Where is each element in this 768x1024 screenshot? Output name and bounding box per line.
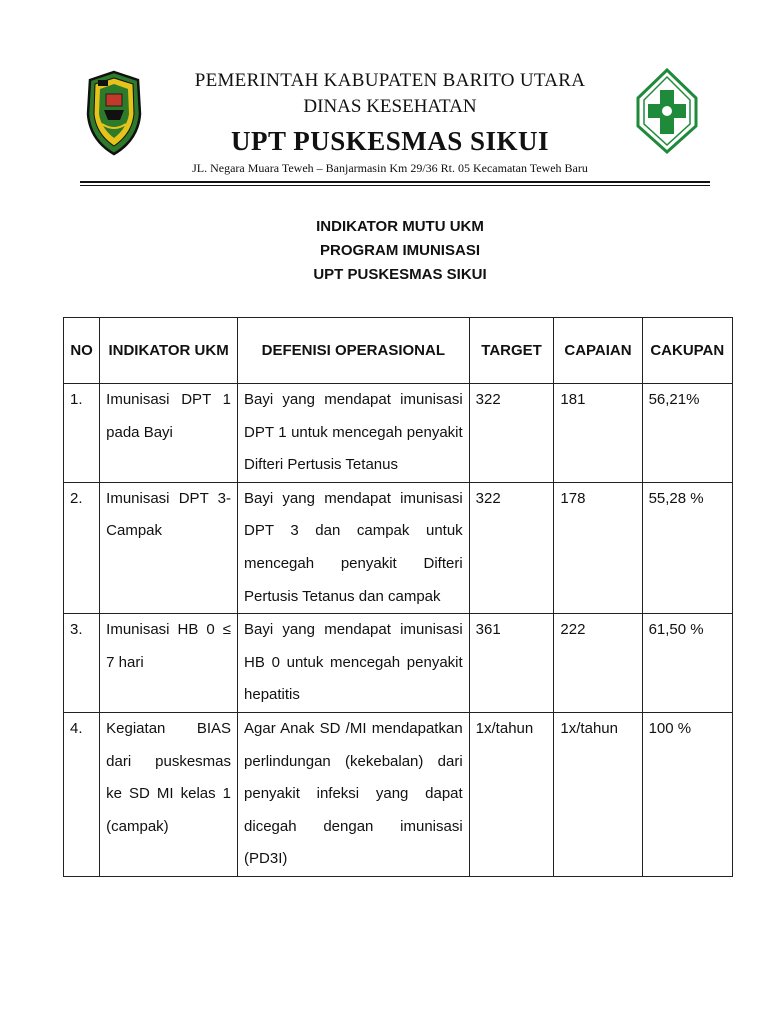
- cell-target: 322: [469, 482, 554, 613]
- cell-capaian: 222: [554, 614, 642, 713]
- table-row: [64, 712, 733, 876]
- cell-cakupan: 61,50 %: [642, 614, 732, 713]
- indicator-table: [63, 317, 733, 877]
- letterhead-divider-thin: [80, 185, 710, 186]
- table-row: [64, 482, 733, 613]
- table-row: [64, 384, 733, 483]
- cell-target: 322: [469, 384, 554, 483]
- cell-definisi: Bayi yang mendapat imunisasi DPT 1 untuk mencegah penyakit Difteri Pertusis Tetanus: [238, 384, 470, 483]
- header-definisi: DEFENISI OPERASIONAL: [238, 318, 470, 384]
- cell-cakupan: 55,28 %: [642, 482, 732, 613]
- cell-no: 2.: [64, 482, 100, 613]
- cell-capaian: 178: [554, 482, 642, 613]
- cell-indikator: Imunisasi HB 0 ≤ 7 hari: [100, 614, 238, 713]
- cell-target: 361: [469, 614, 554, 713]
- document-subtitle-program: PROGRAM IMUNISASI: [319, 242, 480, 259]
- header-indikator: INDIKATOR UKM: [100, 318, 238, 384]
- header-cakupan: CAKUPAN: [642, 318, 732, 384]
- cell-indikator: Imunisasi DPT 1 pada Bayi: [100, 384, 238, 483]
- document-subtitle-unit: UPT PUSKESMAS SIKUI: [313, 266, 487, 283]
- document-title: INDIKATOR MUTU UKM: [316, 218, 484, 235]
- cell-target: 1x/tahun: [469, 712, 554, 876]
- letterhead-divider-thick: [80, 181, 710, 183]
- cell-cakupan: 100 %: [642, 712, 732, 876]
- puskesmas-logo: [636, 68, 698, 154]
- letterhead-institution: UPT PUSKESMAS SIKUI: [230, 126, 550, 156]
- header-no: NO: [64, 318, 100, 384]
- letterhead-government: PEMERINTAH KABUPATEN BARITO UTARA: [194, 70, 586, 91]
- cell-no: 3.: [64, 614, 100, 713]
- table-header-row: [64, 318, 733, 384]
- cell-capaian: 181: [554, 384, 642, 483]
- letterhead-address: JL. Negara Muara Teweh – Banjarmasin Km 29/36 Rt. 05 Kecamatan Teweh Baru: [192, 161, 588, 175]
- cell-indikator: Imunisasi DPT 3-Campak: [100, 482, 238, 613]
- cell-no: 1.: [64, 384, 100, 483]
- regency-emblem-logo: [86, 70, 142, 156]
- header-target: TARGET: [469, 318, 554, 384]
- letterhead-department: DINAS KESEHATAN: [303, 96, 477, 117]
- table-row: [64, 614, 733, 713]
- cell-no: 4.: [64, 712, 100, 876]
- cell-definisi: Bayi yang mendapat imunisasi DPT 3 dan campak untuk mencegah penyakit Difteri Pertusis Tetanus dan campak: [238, 482, 470, 613]
- cell-indikator: Kegiatan BIAS dari puskesmas ke SD MI kelas 1 (campak): [100, 712, 238, 876]
- cell-capaian: 1x/tahun: [554, 712, 642, 876]
- cell-definisi: Bayi yang mendapat imunisasi HB 0 untuk mencegah penyakit hepatitis: [238, 614, 470, 713]
- cell-cakupan: 56,21%: [642, 384, 732, 483]
- header-capaian: CAPAIAN: [554, 318, 642, 384]
- cell-definisi: Agar Anak SD /MI mendapatkan perlindungan (kekebalan) dari penyakit infeksi yang dapat dicegah dengan imunisasi (PD3I): [238, 712, 470, 876]
